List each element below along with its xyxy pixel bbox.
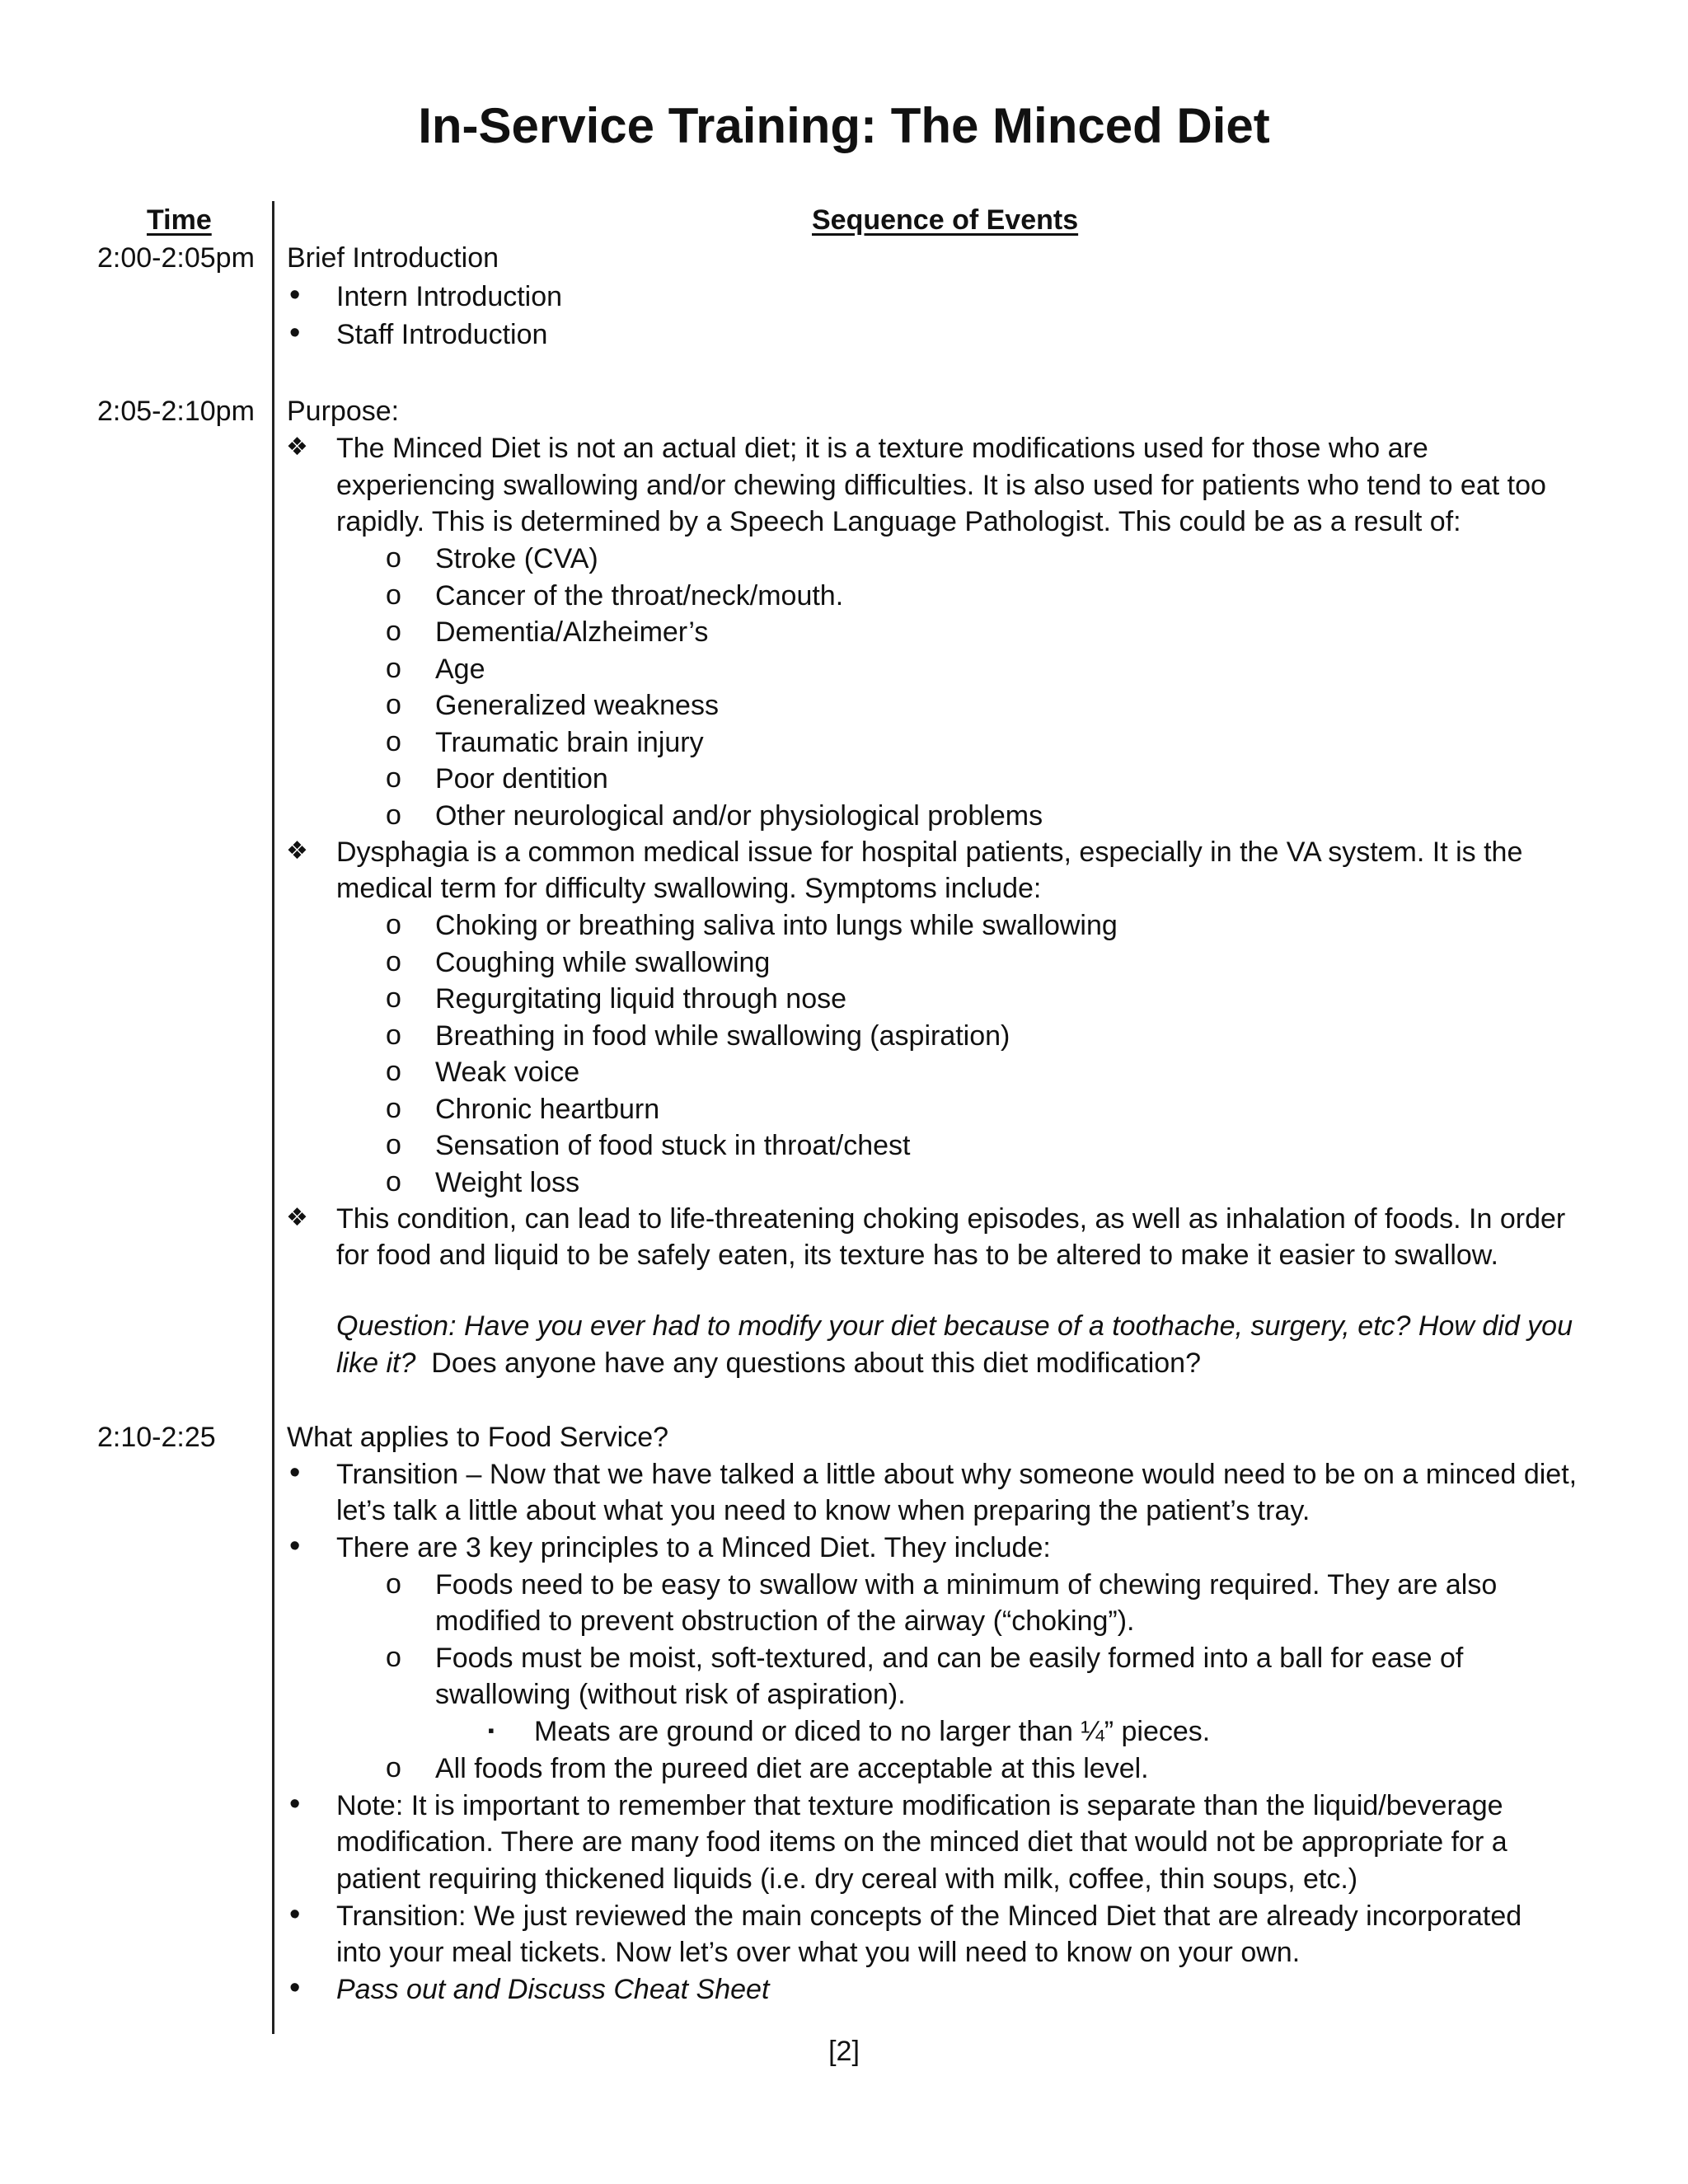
circle-bullet-icon: o (386, 1093, 401, 1124)
paragraph-line: experiencing swallowing and/or chewing difficulties. It is also used for patients who tend to eat too (336, 470, 1546, 501)
discussion-question: Question: Have you ever had to modify your diet because of a toothache, surgery, etc? How did you (336, 1310, 1573, 1342)
list-item: modified to prevent obstruction of the airway (“choking”). (435, 1605, 1135, 1637)
circle-bullet-icon: o (386, 542, 401, 574)
bullet-icon: • (289, 1455, 301, 1490)
circle-bullet-icon: o (386, 1166, 401, 1197)
paragraph-line: patient requiring thickened liquids (i.e. dry cereal with milk, coffee, thin soups, etc.) (336, 1863, 1358, 1895)
handout-instruction: Pass out and Discuss Cheat Sheet (336, 1974, 770, 2005)
time-slot-intro: 2:00-2:05pm (97, 242, 255, 274)
bullet-icon: • (289, 1897, 301, 1932)
question-italic-part: like it? (336, 1347, 416, 1379)
paragraph-line: Transition: We just reviewed the main concepts of the Minced Diet that are already incorporated (336, 1900, 1522, 1932)
list-item: Intern Introduction (336, 281, 563, 312)
paragraph-line: rapidly. This is determined by a Speech Language Pathologist. This could be as a result of: (336, 506, 1461, 537)
list-item: Generalized weakness (435, 690, 719, 721)
list-item: Coughing while swallowing (435, 947, 771, 978)
page-title: In-Service Training: The Minced Diet (418, 98, 1270, 153)
circle-bullet-icon: o (386, 653, 401, 684)
list-item: Foods need to be easy to swallow with a minimum of chewing required. They are also (435, 1569, 1498, 1601)
paragraph-line: modification. There are many food items on the minced diet that would not be appropriate for a (336, 1826, 1507, 1858)
circle-bullet-icon: o (386, 946, 401, 977)
section-heading-food-service: What applies to Food Service? (287, 1422, 669, 1453)
bullet-icon: • (289, 278, 301, 312)
circle-bullet-icon: o (386, 799, 401, 831)
paragraph-line: This condition, can lead to life-threatening choking episodes, as well as inhalation of foods. In order (336, 1203, 1566, 1235)
circle-bullet-icon: o (386, 762, 401, 794)
circle-bullet-icon: o (386, 1129, 401, 1160)
list-item: swallowing (without risk of aspiration). (435, 1679, 906, 1710)
time-column-header: Time (147, 204, 212, 236)
list-item: Dementia/Alzheimer’s (435, 616, 709, 648)
paragraph-line: for food and liquid to be safely eaten, its texture has to be altered to make it easier to swallow. (336, 1240, 1498, 1271)
list-item: All foods from the pureed diet are acceptable at this level. (435, 1753, 1149, 1784)
list-item: Weak voice (435, 1057, 580, 1088)
circle-bullet-icon: o (386, 689, 401, 720)
circle-bullet-icon: o (386, 1642, 401, 1673)
circle-bullet-icon: o (386, 1752, 401, 1783)
list-item: Regurgitating liquid through nose (435, 983, 847, 1015)
paragraph-line: There are 3 key principles to a Minced Diet. They include: (336, 1532, 1051, 1563)
list-item: Choking or breathing saliva into lungs while swallowing (435, 910, 1118, 941)
diamond-bullet-icon: ❖ (286, 434, 308, 461)
list-item: Cancer of the throat/neck/mouth. (435, 580, 844, 612)
list-item: Other neurological and/or physiological problems (435, 800, 1043, 832)
bullet-icon: • (289, 1971, 301, 2005)
bullet-icon: • (289, 316, 301, 350)
diamond-bullet-icon: ❖ (286, 1204, 308, 1231)
list-item: Sensation of food stuck in throat/chest (435, 1130, 911, 1161)
circle-bullet-icon: o (386, 616, 401, 647)
time-slot-food-service: 2:10-2:25 (97, 1422, 216, 1453)
circle-bullet-icon: o (386, 579, 401, 611)
question-plain-part: Does anyone have any questions about this diet modification? (415, 1347, 1201, 1379)
list-item: Foods must be moist, soft-textured, and can be easily formed into a ball for ease of (435, 1643, 1464, 1674)
discussion-question-line-2 (336, 1349, 1201, 1377)
square-bullet-icon: ▪ (488, 1720, 495, 1741)
list-item: Poor dentition (435, 763, 608, 794)
list-item: Meats are ground or diced to no larger than ¼” pieces. (534, 1716, 1211, 1747)
bullet-icon: • (289, 1787, 301, 1821)
paragraph-line: Transition – Now that we have talked a little about why someone would need to be on a minced diet, (336, 1459, 1578, 1490)
paragraph-line: Note: It is important to remember that texture modification is separate than the liquid/beverage (336, 1790, 1503, 1821)
list-item: Age (435, 654, 485, 685)
paragraph-line: The Minced Diet is not an actual diet; it is a texture modifications used for those who are (336, 433, 1428, 464)
list-item: Chronic heartburn (435, 1094, 660, 1125)
list-item: Breathing in food while swallowing (aspiration) (435, 1020, 1010, 1052)
circle-bullet-icon: o (386, 982, 401, 1014)
list-item: Stroke (CVA) (435, 543, 598, 574)
list-item: Weight loss (435, 1167, 580, 1198)
list-item: Traumatic brain injury (435, 727, 704, 758)
circle-bullet-icon: o (386, 909, 401, 940)
page-number: [2] (828, 2036, 860, 2067)
section-heading-purpose: Purpose: (287, 396, 400, 427)
time-slot-purpose: 2:05-2:10pm (97, 396, 255, 427)
diamond-bullet-icon: ❖ (286, 837, 308, 865)
circle-bullet-icon: o (386, 1019, 401, 1051)
circle-bullet-icon: o (386, 1568, 401, 1600)
sequence-column-header: Sequence of Events (812, 204, 1079, 236)
circle-bullet-icon: o (386, 1056, 401, 1087)
section-heading-intro: Brief Introduction (287, 242, 499, 274)
column-divider (272, 201, 274, 2034)
circle-bullet-icon: o (386, 726, 401, 757)
bullet-icon: • (289, 1529, 301, 1563)
paragraph-line: let’s talk a little about what you need to know when preparing the patient’s tray. (336, 1495, 1311, 1526)
paragraph-line: medical term for difficulty swallowing. Symptoms include: (336, 873, 1042, 904)
paragraph-line: into your meal tickets. Now let’s over what you will need to know on your own. (336, 1937, 1301, 1968)
list-item: Staff Introduction (336, 319, 548, 350)
paragraph-line: Dysphagia is a common medical issue for hospital patients, especially in the VA system. It is the (336, 837, 1523, 868)
